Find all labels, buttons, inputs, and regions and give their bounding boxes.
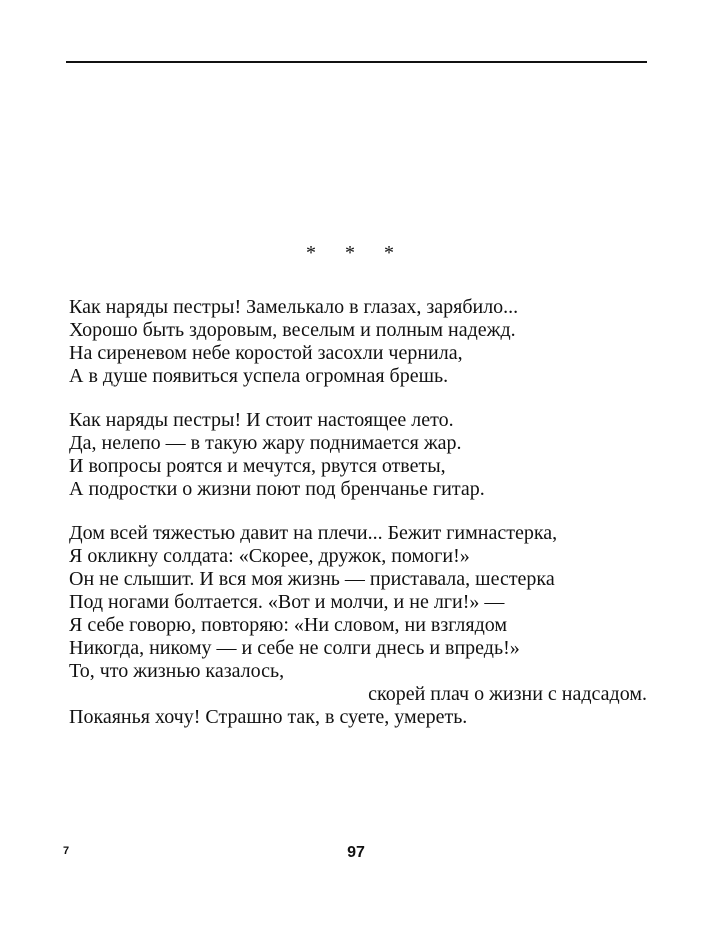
top-rule — [66, 61, 647, 63]
poem-line: Я себе говорю, повторяю: «Ни словом, ни взглядом — [69, 614, 508, 636]
poem-line: Под ногами болтается. «Вот и молчи, и не лги!» — — [69, 591, 505, 613]
poem-line: Да, нелепо — в такую жару поднимается жар. — [69, 432, 462, 454]
poem-line: Хорошо быть здоровым, веселым и полным надежд. — [69, 319, 516, 341]
poem-line: Я окликну солдата: «Скорее, дружок, помоги!» — [69, 545, 470, 567]
poem-line: Как наряды пестры! И стоит настоящее лето. — [69, 409, 454, 431]
stanza-2 — [69, 409, 659, 501]
poem-line-indented: скорей плач о жизни с надсадом. — [368, 683, 647, 705]
poem — [69, 296, 659, 750]
signature-mark: 7 — [63, 845, 70, 857]
poem-line: Дом всей тяжестью давит на плечи... Бежит гимнастерка, — [69, 522, 558, 544]
poem-line: А подростки о жизни поют под бренчанье гитар. — [69, 478, 485, 500]
poem-line: Он не слышит. И вся моя жизнь — приставала, шестерка — [69, 568, 555, 590]
poem-line: Как наряды пестры! Замелькало в глазах, зарябило... — [69, 296, 519, 318]
poem-line: Покаянья хочу! Страшно так, в суете, умереть. — [69, 706, 468, 728]
poem-line: А в душе появиться успела огромная брешь. — [69, 365, 449, 387]
poem-line: На сиреневом небе коростой засохли чернила, — [69, 342, 463, 364]
poem-line: И вопросы роятся и мечутся, рвутся ответы, — [69, 455, 446, 477]
stanza-1 — [69, 296, 659, 388]
page-number: 97 — [347, 844, 365, 861]
poem-line: То, что жизнью казалось, — [69, 660, 285, 682]
section-divider: * * * — [306, 242, 406, 264]
stanza-3 — [69, 522, 659, 729]
poem-line: Никогда, никому — и себе не солги днесь и впредь!» — [69, 637, 520, 659]
